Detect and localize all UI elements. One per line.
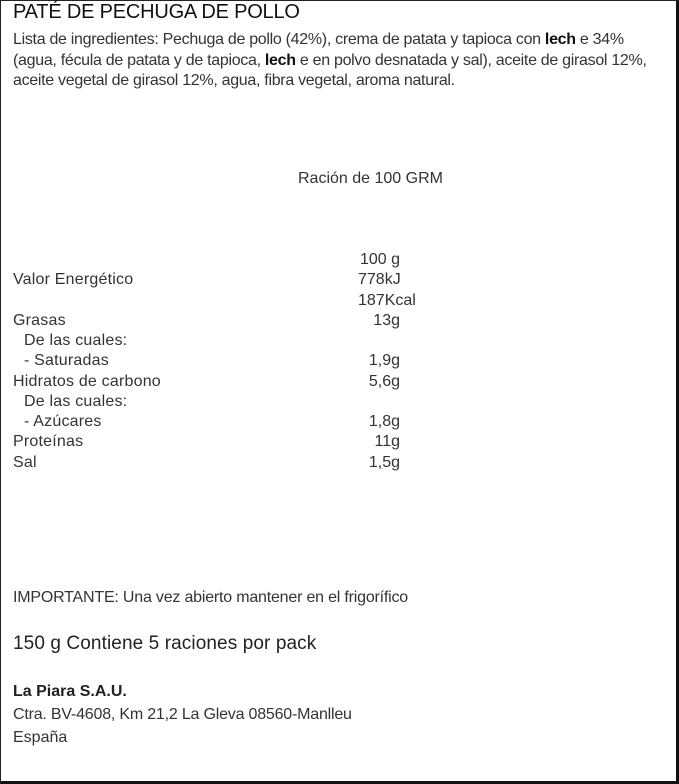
nutrition-row-label: Proteínas bbox=[13, 433, 84, 450]
allergen-milk: lech bbox=[544, 31, 576, 48]
nutrition-row-label: De las cuales: bbox=[24, 393, 128, 410]
nutrition-value: 11g bbox=[374, 433, 400, 450]
nutrition-value: 5,6g bbox=[368, 373, 400, 390]
ingredients-list bbox=[13, 30, 653, 92]
serving-label: Ración de 100 GRM bbox=[298, 170, 443, 187]
nutrition-value: 13g bbox=[373, 312, 400, 329]
allergen-milk: lech bbox=[264, 51, 296, 69]
nutrition-value: 1,8g bbox=[368, 413, 400, 430]
nutrition-row-label: Hidratos de carbono bbox=[13, 373, 161, 390]
company-name: La Piara S.A.U. bbox=[13, 683, 127, 700]
nutrition-value: 1,9g bbox=[368, 352, 400, 369]
column-header: 100 g bbox=[360, 251, 401, 268]
ingredients-text: e en polvo desnatada y sal), aceite de girasol 12%, aceite vegetal de girasol 12%, agua, fibra vegetal, aroma natural. bbox=[13, 51, 647, 89]
company-country: España bbox=[13, 729, 68, 746]
nutrition-value-kj: 778kJ bbox=[358, 271, 401, 288]
storage-notice: IMPORTANTE: Una vez abierto mantener en el frigorífico bbox=[13, 589, 408, 606]
product-title: PATÉ DE PECHUGA DE POLLO bbox=[13, 1, 300, 23]
nutrition-row-label: De las cuales: bbox=[24, 332, 128, 349]
nutrition-row-label: - Saturadas bbox=[24, 352, 109, 369]
nutrition-value: 1,5g bbox=[368, 454, 400, 471]
ingredients-text: Lista de ingredientes: Pechuga de pollo (42%), crema de patata y tapioca con bbox=[13, 31, 545, 48]
ingredients-text: e 34% (agua, fécula de patata y de tapioca, bbox=[13, 31, 624, 69]
pack-info: 150 g Contiene 5 raciones por pack bbox=[13, 633, 317, 654]
nutrition-value-kcal: 187Kcal bbox=[358, 292, 416, 309]
nutrition-row-label: Grasas bbox=[13, 312, 66, 329]
company-address: Ctra. BV-4608, Km 21,2 La Gleva 08560-Manlleu bbox=[13, 706, 352, 723]
nutrition-row-label: Sal bbox=[13, 454, 37, 471]
nutrition-row-label: - Azúcares bbox=[24, 413, 102, 430]
nutrition-row-label: Valor Energético bbox=[13, 271, 134, 288]
